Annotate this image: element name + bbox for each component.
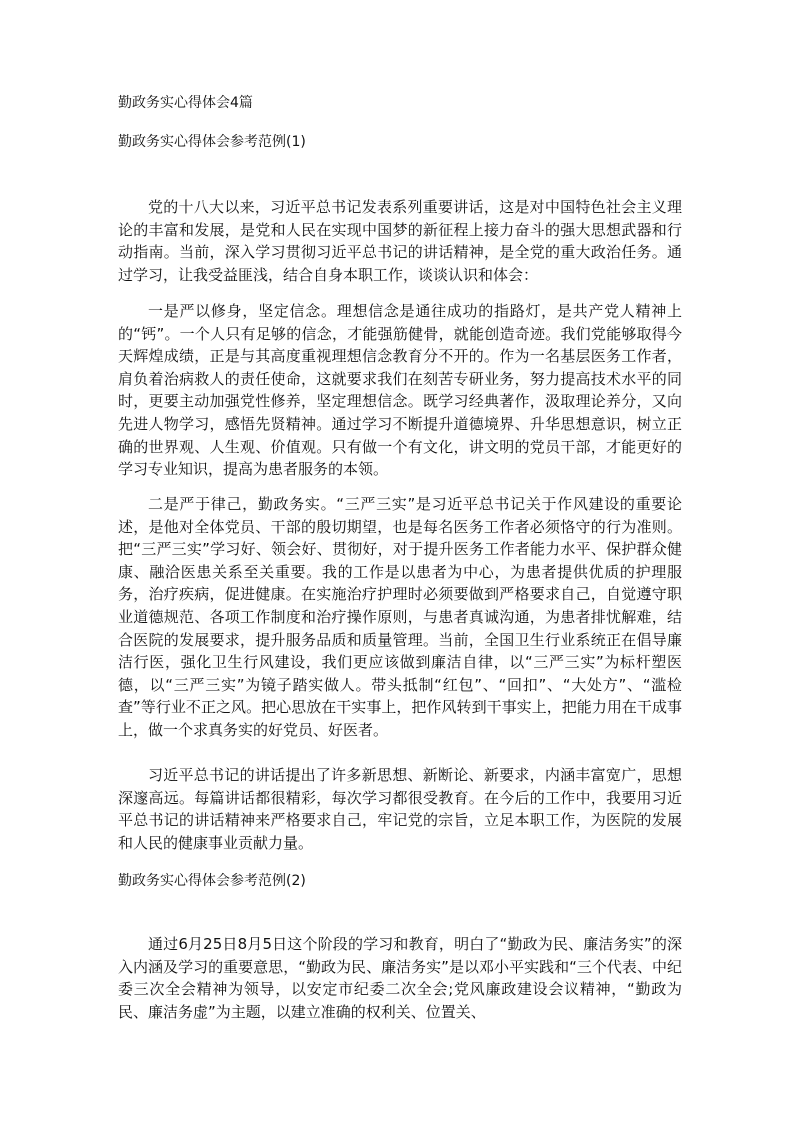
- section-1-heading: 勤政务实心得体会参考范例(1): [118, 134, 306, 150]
- document-title: 勤政务实心得体会4篇: [118, 95, 253, 111]
- section-1-paragraph-3: 二是严于律己，勤政务实。“三严三实”是习近平总书记关于作风建设的重要论述，是他对全体党员、干部的殷切期望，也是每名医务工作者必须恪守的行为准则。把“三严三实”学习好、领会好、贯彻好，对于提升医务工作者能力水平、保护群众健康、融洽医患关系至关重要。我的工作是以患者为中心，为患者提供优质的护理服务，治疗疾病，促进健康。在实施治疗护理时必须要做到严格要求自己，自觉遵守职业道德规范、各项工作制度和治疗操作原则，与患者真诚沟通，为患者排忧解难，结合医院的发展要求，提升服务品质和质量管理。当前，全国卫生行业系统正在倡导廉洁行医，强化卫生行风建设，我们更应该做到廉洁自律，以“三严三实”为标杆塑医德，以“三严三实”为镜子踏实做人。带头抵制“红包”、“回扣”、“大处方”、“滥检查”等行业不正之风。把心思放在干实事上，把作风转到干事实上，把能力用在干成事上，做一个求真务实的好党员、好医者。: [118, 495, 682, 739]
- section-1-paragraph-1: 党的十八大以来，习近平总书记发表系列重要讲话，这是对中国特色社会主义理论的丰富和发展，是党和人民在实现中国梦的新征程上接力奋斗的强大思想武器和行动指南。当前，深入学习贯彻习近平总书记的讲话精神，是全党的重大政治任务。通过学习，让我受益匪浅，结合自身本职工作，谈谈认识和体会：: [118, 198, 682, 284]
- section-1-paragraph-2: 一是严以修身，坚定信念。理想信念是通往成功的指路灯，是共产党人精神上的“钙”。一个人只有足够的信念，才能强筋健骨，就能创造奇迹。我们党能够取得今天辉煌成绩，正是与其高度重视理想信念教育分不开的。作为一名基层医务工作者，肩负着治病救人的责任使命，这就要求我们在刻苦专研业务，努力提高技术水平的同时，更要主动加强党性修养，坚定理想信念。既学习经典著作，汲取理论养分，又向先进人物学习，感悟先贤精神。通过学习不断提升道德境界、升华思想意识，树立正确的世界观、人生观、价值观。只有做一个有文化，讲文明的党员干部，才能更好的学习专业知识，提高为患者服务的本领。: [118, 302, 682, 479]
- section-1-paragraph-4: 习近平总书记的讲话提出了许多新思想、新断论、新要求，内涵丰富宽广，思想深邃高远。每篇讲话都很精彩，每次学习都很受教育。在今后的工作中，我要用习近平总书记的讲话精神来严格要求自己，牢记党的宗旨，立足本职工作，为医院的发展和人民的健康事业贡献力量。: [118, 766, 682, 852]
- section-2-paragraph-1: 通过6月25日8月5日这个阶段的学习和教育，明白了“勤政为民、廉洁务实”的深入内涵及学习的重要意思，“勤政为民、廉洁务实”是以邓小平实践和“三个代表、中纪委三次全会精神为领导，以安定市纪委二次全会;党风廉政建设会议精神，“勤政为民、廉洁务虚”为主题，以建立准确的权利关、位置关、: [118, 935, 682, 1021]
- section-2-heading: 勤政务实心得体会参考范例(2): [118, 873, 306, 889]
